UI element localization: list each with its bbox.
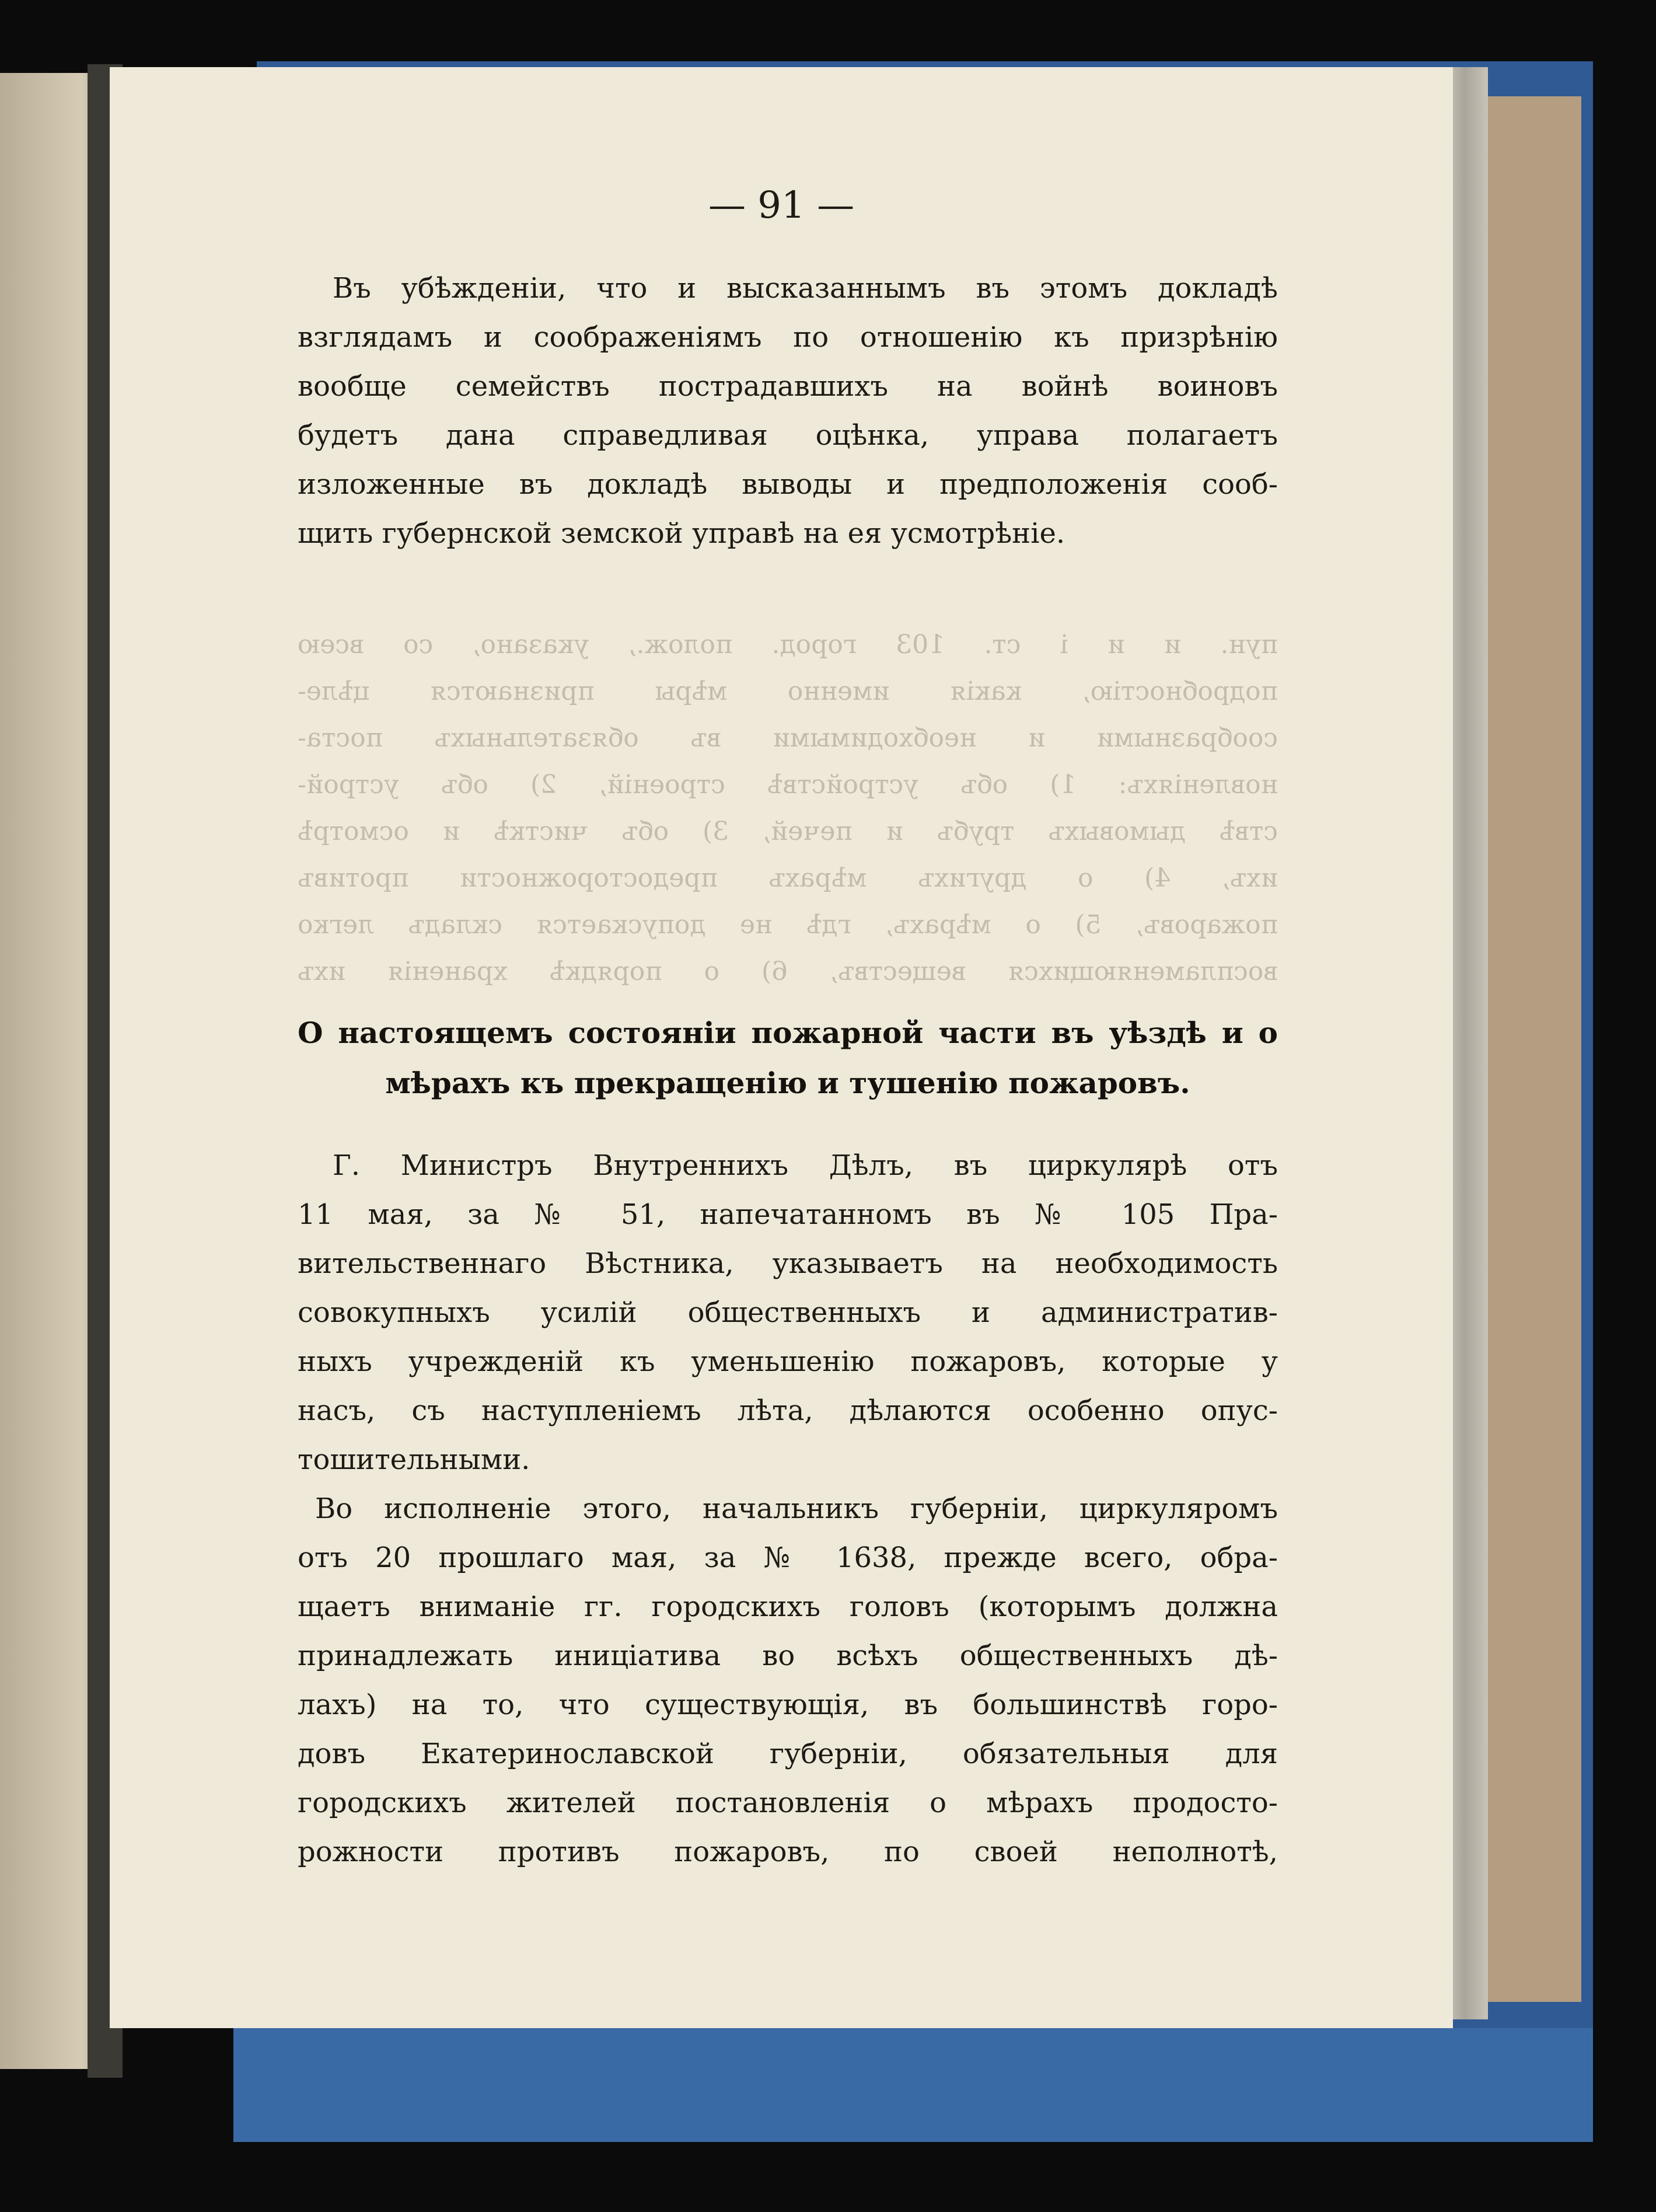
text-line: вообще семействъ пострадавшихъ на войнѣ воиновъ (298, 370, 1278, 403)
text-line: рожности противъ пожаровъ, по своей неполнотѣ, (298, 1836, 1278, 1868)
heading-line: мѣрахъ къ прекращенію и тушенію пожаровъ. (385, 1066, 1190, 1100)
blue-cloth-bottom (233, 2028, 1593, 2142)
bleed-line: ствѣ дымовыхъ трубъ и печей, 3) объ чисткѣ и осмотрѣ (298, 817, 1278, 846)
text-line: Г. Министръ Внутреннихъ Дѣлъ, въ циркулярѣ отъ (333, 1149, 1278, 1182)
bleed-line: подробностію, какія именно мѣры признаются цѣле- (298, 676, 1278, 706)
text-line: будетъ дана справедливая оцѣнка, управа полагаетъ (298, 419, 1278, 452)
page-number: — 91 — (708, 184, 855, 227)
paragraph-2 (298, 1141, 1278, 1484)
text-line: Въ убѣжденіи, что и высказаннымъ въ этомъ докладѣ (333, 272, 1278, 305)
text-line: довъ Екатеринославской губерніи, обязательныя для (298, 1737, 1278, 1770)
bleed-line: пун. и и і ст. 103 город. полож., указано, со всею (298, 630, 1278, 660)
text-line: Во исполненіе этого, начальникъ губерніи, циркуляромъ (315, 1492, 1278, 1525)
text-line: вительственнаго Вѣстника, указываетъ на необходимость (298, 1247, 1278, 1280)
text-line: 11 мая, за № 51, напечатанномъ въ № 105 Пра- (298, 1198, 1278, 1231)
heading-line: О настоящемъ состояніи пожарной части въ уѣздѣ и о (298, 1016, 1278, 1050)
book-page (110, 67, 1453, 2028)
bleed-line: ихъ, 4) о другихъ мѣрахъ предосторожности противъ (298, 863, 1278, 893)
paragraph-3 (298, 1484, 1278, 1876)
text-line: лахъ) на то, что существующія, въ большинствѣ горо- (298, 1688, 1278, 1721)
text-line: совокупныхъ усилій общественныхъ и административ- (298, 1296, 1278, 1329)
text-line: принадлежать иниціатива во всѣхъ общественныхъ дѣ- (298, 1639, 1278, 1672)
bleed-line: пожаровъ, 5) о мѣрахъ, гдѣ не допускается складъ легко (298, 910, 1278, 940)
text-line: отъ 20 прошлаго мая, за № 1638, прежде всего, обра- (298, 1541, 1278, 1574)
bleed-line: новленіяхъ: 1) объ устройствѣ строеній, 2) объ устрой- (298, 770, 1278, 800)
text-line: взглядамъ и соображеніямъ по отношенію къ призрѣнію (298, 321, 1278, 354)
text-line: городскихъ жителей постановленія о мѣрахъ продосто- (298, 1787, 1278, 1819)
section-heading (298, 1008, 1278, 1108)
bleed-line: сообразными и необходимыми въ обязательныхъ поста- (298, 723, 1278, 753)
text-line: изложенные въ докладѣ выводы и предположенія сооб- (298, 468, 1278, 501)
text-line: щаетъ вниманіе гг. городскихъ головъ (которымъ должна (298, 1590, 1278, 1623)
bleed-through-text (298, 622, 1278, 995)
paragraph-1 (298, 264, 1278, 558)
text-line: тошительными. (298, 1443, 530, 1476)
bleed-line: воспламеняющихся веществъ, 6) о порядкѣ храненія ихъ (298, 957, 1278, 986)
text-line: ныхъ учрежденій къ уменьшенію пожаровъ, которые у (298, 1345, 1278, 1378)
text-line: щить губернской земской управѣ на ея усмотрѣніе. (298, 517, 1065, 550)
text-line: насъ, съ наступленіемъ лѣта, дѣлаются особенно опус- (298, 1394, 1278, 1427)
